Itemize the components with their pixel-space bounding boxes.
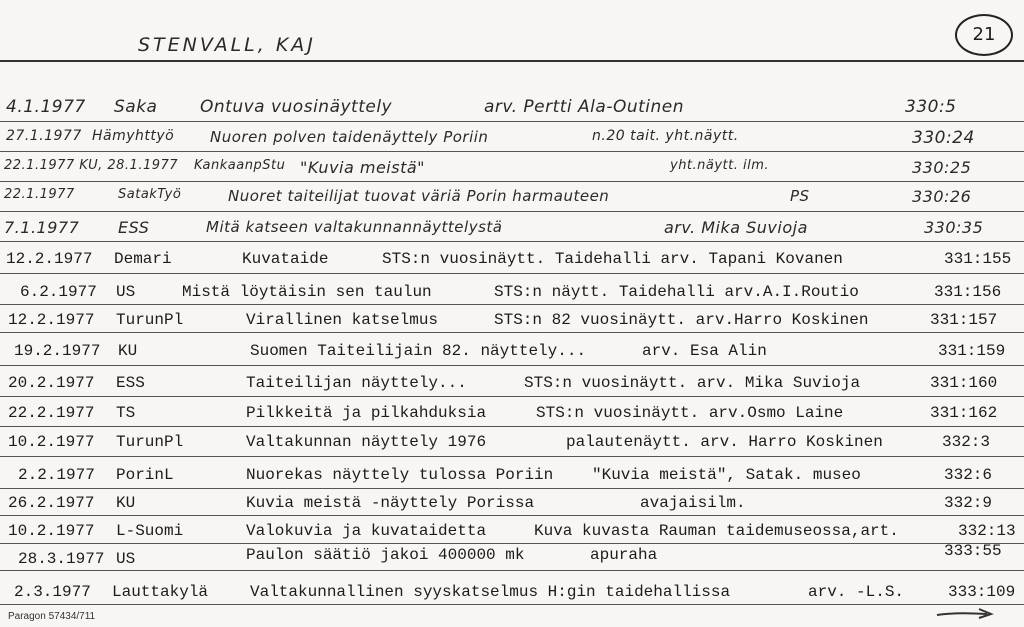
list-item [0, 128, 1024, 150]
row-line [0, 456, 1024, 457]
entry-note: "Kuvia meistä", Satak. museo [592, 466, 861, 484]
entry-ref: 332:9 [944, 494, 993, 512]
entry-title: Virallinen katselmus [246, 311, 439, 329]
separator-line [0, 60, 1024, 62]
card-footer: Paragon 57434/711 [8, 611, 96, 622]
entry-date: 22.2.1977 [8, 404, 95, 422]
entry-title: Ontuva vuosinäyttely [200, 97, 393, 117]
entry-ref: 330:24 [912, 128, 975, 148]
entry-title: Nuoren polven taidenäyttely Poriin [210, 128, 489, 146]
list-item [0, 311, 1024, 333]
entry-date: 6.2.1977 [20, 283, 97, 301]
entry-note: arv. Mika Suvioja [664, 218, 808, 237]
entry-ref: 330:26 [912, 187, 972, 206]
entry-note: Kuva kuvasta Rauman taidemuseossa,art. [534, 522, 899, 540]
entry-paper: TurunPl [116, 311, 184, 329]
entry-ref: 331:156 [934, 283, 1002, 301]
row-line [0, 273, 1024, 274]
entry-paper: Hämyhttyö [92, 128, 175, 144]
entry-ref: 332:13 [958, 522, 1016, 540]
entry-paper: US [116, 550, 136, 568]
entry-paper: TurunPl [116, 433, 184, 451]
entry-date: 22.1.1977 [4, 187, 75, 202]
entry-note: PS [790, 187, 810, 205]
entry-title: Valokuvia ja kuvataidetta [246, 522, 487, 540]
entry-ref: 331:155 [944, 250, 1012, 268]
entry-date: 22.1.1977 KU, 28.1.1977 [4, 158, 179, 173]
entry-note: STS:n näytt. Taidehalli arv.A.I.Routio [494, 283, 859, 301]
row-line [0, 543, 1024, 544]
card-name: STENVALL, KAJ [138, 34, 316, 56]
arrow-right-icon [935, 606, 995, 620]
entry-title: Kuvataide [242, 250, 329, 268]
entry-note: apuraha [590, 546, 658, 564]
entry-paper: ESS [116, 374, 145, 392]
card-number: 21 [955, 14, 1013, 56]
entry-title: Mitä katseen valtakunnannäyttelystä [206, 218, 503, 236]
row-line [0, 121, 1024, 122]
list-item [0, 158, 1024, 180]
entry-title: Taiteilijan näyttely... [246, 374, 467, 392]
row-line [0, 396, 1024, 397]
list-item [0, 250, 1024, 272]
list-item [0, 466, 1024, 488]
entry-ref: 331:159 [938, 342, 1006, 360]
list-item [0, 218, 1024, 240]
entry-date: 10.2.1977 [8, 433, 95, 451]
entry-paper: Demari [114, 250, 172, 268]
entry-ref: 332:3 [942, 433, 991, 451]
entry-paper: ESS [118, 218, 150, 237]
list-item [0, 522, 1024, 544]
entry-paper: US [116, 283, 136, 301]
entry-ref: 331:157 [930, 311, 998, 329]
entry-note: avajaisilm. [640, 494, 746, 512]
entry-note: STS:n vuosinäytt. arv.Osmo Laine [536, 404, 844, 422]
entry-date: 12.2.1977 [8, 311, 95, 329]
entry-paper: TS [116, 404, 136, 422]
list-item [0, 542, 1024, 568]
entry-title: Nuorekas näyttely tulossa Poriin [246, 466, 554, 484]
entry-ref: 332:6 [944, 466, 993, 484]
entry-note: arv. -L.S. [808, 583, 905, 601]
entry-paper: KankaanpStu [194, 158, 286, 173]
entry-date: 26.2.1977 [8, 494, 95, 512]
row-line [0, 488, 1024, 489]
list-item [0, 97, 1024, 119]
entry-title: Suomen Taiteilijain 82. näyttely... [250, 342, 587, 360]
entry-note: arv. Esa Alin [642, 342, 767, 360]
list-item [0, 342, 1024, 364]
row-line [0, 151, 1024, 152]
entry-note: n.20 tait. yht.näytt. [592, 128, 739, 144]
entry-title: Kuvia meistä -näyttely Porissa [246, 494, 535, 512]
entry-ref: 333:55 [944, 542, 1002, 560]
row-line [0, 604, 1024, 605]
row-line [0, 426, 1024, 427]
entry-date: 10.2.1977 [8, 522, 95, 540]
entry-date: 20.2.1977 [8, 374, 95, 392]
entry-date: 27.1.1977 [6, 128, 82, 144]
entry-paper: L-Suomi [116, 522, 184, 540]
entry-note: STS:n 82 vuosinäytt. arv.Harro Koskinen [494, 311, 869, 329]
entry-date: 7.1.1977 [4, 218, 80, 237]
entry-ref: 331:162 [930, 404, 998, 422]
entry-date: 4.1.1977 [6, 97, 86, 117]
entry-date: 2.3.1977 [14, 583, 91, 601]
entry-title: Pilkkeitä ja pilkahduksia [246, 404, 487, 422]
entry-note: arv. Pertti Ala-Outinen [484, 97, 685, 117]
entry-date: 12.2.1977 [6, 250, 93, 268]
entry-date: 19.2.1977 [14, 342, 101, 360]
row-line [0, 181, 1024, 182]
entry-title: Mistä löytäisin sen taulun [182, 283, 432, 301]
entry-note: yht.näytt. ilm. [670, 158, 770, 173]
entry-paper: KU [116, 494, 136, 512]
row-line [0, 515, 1024, 516]
entry-title: Valtakunnan näyttely 1976 [246, 433, 487, 451]
entry-ref: 331:160 [930, 374, 998, 392]
list-item [0, 283, 1024, 305]
row-line [0, 332, 1024, 333]
row-line [0, 304, 1024, 305]
entry-title: Valtakunnallinen syyskatselmus H:gin taidehallissa [250, 583, 731, 601]
entry-paper: Lauttakylä [112, 583, 209, 601]
entry-ref: 330:25 [912, 158, 972, 177]
row-line [0, 570, 1024, 571]
entry-title: "Kuvia meistä" [300, 158, 426, 177]
row-line [0, 211, 1024, 212]
entry-paper: SatakTyö [118, 187, 182, 202]
entry-date: 2.2.1977 [18, 466, 95, 484]
list-item [0, 404, 1024, 426]
entry-ref: 330:35 [924, 218, 984, 237]
entry-paper: KU [118, 342, 138, 360]
entry-ref: 330:5 [905, 97, 957, 117]
entry-note: STS:n vuosinäytt. arv. Mika Suvioja [524, 374, 861, 392]
entry-title: Paulon säätiö jakoi 400000 mk [246, 546, 525, 564]
list-item [0, 433, 1024, 455]
entry-paper: Saka [114, 97, 158, 117]
entry-note: palautenäytt. arv. Harro Koskinen [566, 433, 883, 451]
entry-date: 28.3.1977 [18, 550, 105, 568]
list-item [0, 374, 1024, 396]
row-line [0, 241, 1024, 242]
entry-title: Nuoret taiteilijat tuovat väriä Porin harmauteen [228, 187, 610, 205]
entry-paper: PorinL [116, 466, 174, 484]
list-item [0, 187, 1024, 209]
entry-note: STS:n vuosinäytt. Taidehalli arv. Tapani Kovanen [382, 250, 843, 268]
list-item [0, 494, 1024, 516]
list-item [0, 583, 1024, 605]
row-line [0, 365, 1024, 366]
entry-ref: 333:109 [948, 583, 1016, 601]
